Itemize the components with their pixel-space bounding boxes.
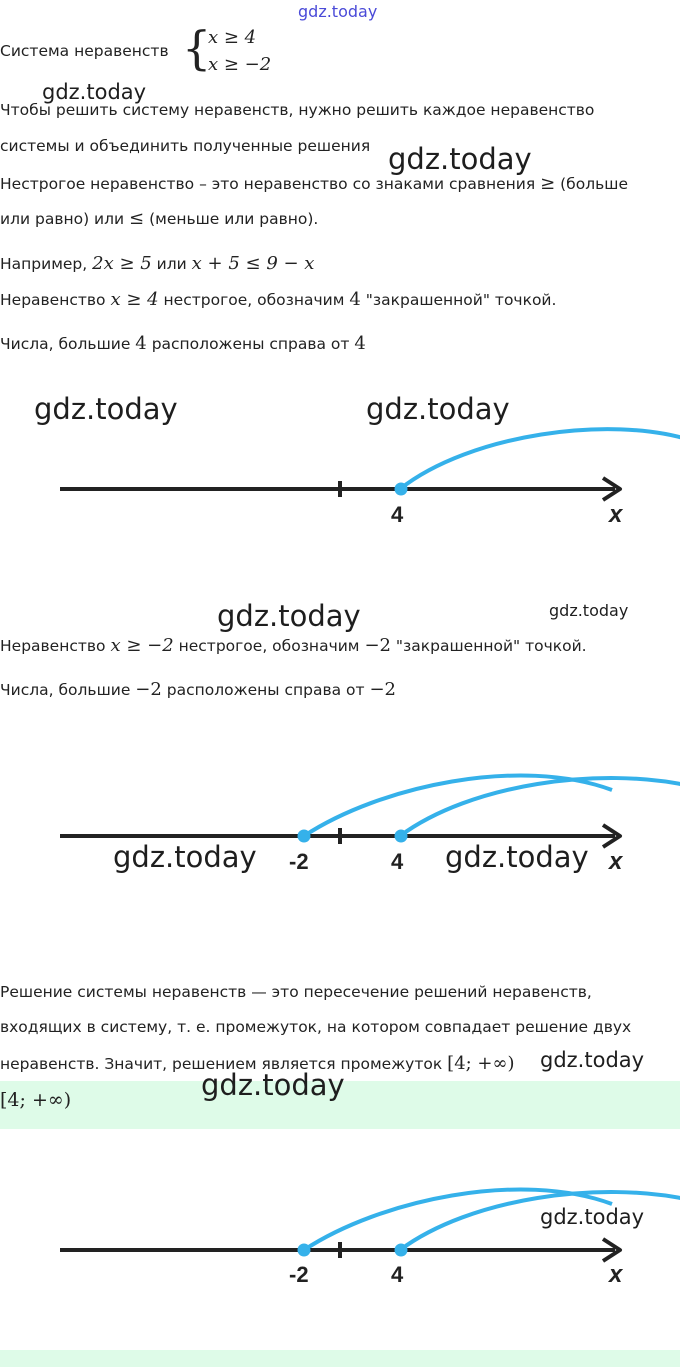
number-line-1 [0,420,680,528]
paragraph-line [0,289,556,310]
watermark: gdz.today [298,2,378,21]
text: Числа, большие [0,335,131,353]
definition-text: (меньше или равно). [149,210,319,228]
paragraph: Решение системы неравенств — это пересечение решений неравенств, [0,983,592,1001]
watermark: gdz.today [540,1048,645,1072]
ge-symbol: ≥ [540,173,556,194]
label-neg2: -2 [289,849,309,874]
answer-value: [4; +∞) [0,1089,72,1111]
filled-point-4 [395,1244,408,1257]
answer-box-bottom [0,1350,680,1367]
paragraph-line [0,333,366,354]
solution-ray-4 [400,778,680,836]
le-symbol: ≤ [129,208,145,229]
filled-point-4 [395,830,408,843]
inline-math: −2 [369,679,396,700]
example-math: 2x ≥ 5 [92,253,152,274]
inline-math: x ≥ 4 [110,289,159,310]
watermark: gdz.today [540,1205,645,1229]
paragraph: системы и объединить полученные решения [0,137,371,155]
inline-math: 4 [349,289,361,310]
filled-point-4 [395,483,408,496]
text: нестрогое, обозначим [178,637,360,655]
watermark: gdz.today [113,840,257,874]
system-label: Система неравенств [0,42,169,60]
watermark: gdz.today [549,601,629,620]
watermark: gdz.today [42,80,147,104]
watermark: gdz.today [445,840,589,874]
definition-text: или равно) или [0,210,125,228]
text: Неравенство [0,291,106,309]
text: Числа, большие [0,681,131,699]
paragraph-line [0,635,587,656]
label-x: x [609,1261,623,1288]
watermark: gdz.today [388,142,532,176]
system-inequality-1: x ≥ 4 [208,27,257,48]
filled-point-neg2 [298,830,311,843]
watermark: gdz.today [366,392,510,426]
watermark: gdz.today [217,599,361,633]
text: Неравенство [0,637,106,655]
paragraph-line [0,679,396,700]
example-text: Например, [0,255,88,273]
definition-line [0,208,318,229]
inline-math: 4 [354,333,366,354]
system-inequality-2: x ≥ −2 [208,54,272,75]
paragraph: Чтобы решить систему неравенств, нужно решить каждое неравенство [0,101,595,119]
label-4: 4 [391,1262,404,1287]
solution-ray [400,429,680,489]
label-neg2: -2 [289,1262,309,1287]
inline-math: −2 [364,635,391,656]
inline-math: −2 [135,679,162,700]
example-math: x + 5 ≤ 9 − x [191,253,315,274]
text: "закрашенной" точкой. [365,291,557,309]
label-x: x [609,501,623,528]
label-x: x [609,848,623,875]
text: расположены справа от [151,335,350,353]
label-4: 4 [391,849,404,874]
system-brace: { [182,21,212,75]
example-line [0,253,314,274]
example-text: или [156,255,187,273]
text: расположены справа от [166,681,365,699]
definition-text: Нестрогое неравенство – это неравенство со знаками сравнения [0,175,536,193]
text: нестрогое, обозначим [163,291,345,309]
watermark: gdz.today [201,1068,345,1102]
watermark: gdz.today [34,392,178,426]
definition-text: (больше [560,175,628,193]
inline-math: [4; +∞) [447,1053,515,1074]
text: неравенств. Значит, решением является промежуток [0,1055,443,1073]
definition-line [0,173,628,194]
inline-math: x ≥ −2 [110,635,174,656]
paragraph: входящих в систему, т. е. промежуток, на котором совпадает решение двух [0,1018,632,1036]
inline-math: 4 [135,333,147,354]
filled-point-neg2 [298,1244,311,1257]
label-4: 4 [391,502,404,527]
text: "закрашенной" точкой. [395,637,587,655]
